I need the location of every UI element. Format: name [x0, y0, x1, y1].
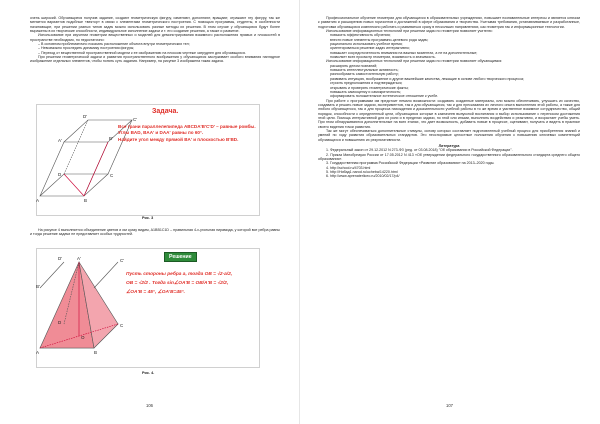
vertex-label: A [36, 198, 40, 203]
list-item: открывать и проверять геометрические факты; [330, 85, 409, 90]
figure-3-caption: Рис. 3 [142, 216, 154, 220]
paragraph: Профессиональное обучение геометрии для обучающихся в образовательных учреждениях, повышает познавательные интересы и является ключом к развитию и расширению новых горизонтов и достижений в сфере образования и творчества. Учитывая требования, устанавливаемые и разработанные, подготовки обучающихся комплексно работать и развиваться сразу в нескольких направлениях, как геометрия так и информационные технологии. [318, 16, 580, 29]
pyramid-drawing [36, 248, 260, 368]
vertex-label: C [110, 173, 114, 178]
figure-4-caption: Рис. 4. [142, 371, 155, 375]
reference-item: 3. Государственная программа Российской Федерации «Развитие образования» на 2013–2020 годы. [326, 161, 495, 166]
page-number-right: 107 [446, 403, 453, 408]
list-item: расширять делом познаний; [330, 63, 378, 68]
list-item: повысить эффективность обучения; [330, 33, 391, 38]
vertex-label: D' [83, 114, 88, 119]
reference-item: 1. Федеральный закон от 29.12.2012 N 273-ФЗ (ред. от 03.08.2018) "Об образовании в Российской Федерации". [326, 148, 513, 153]
list-item: – Переход от вещественной пространственной модели к ее изображению на плоском чертеже затруднен для обучающихся. [38, 50, 246, 55]
solution-line: OB = √2/2 . Тогда sin∠OA'B = OB/A'B = √2/2, [126, 281, 229, 286]
edge [40, 142, 64, 196]
edge [40, 262, 64, 288]
problem-line: Все грани параллелепипеда ABCDA'B'C'D' – равные ромбы. [118, 124, 256, 129]
reference-item: 5. http://Нибад1.narod.ru/ucheba/14220.html [326, 170, 398, 175]
literature-heading: Литература [438, 143, 460, 148]
paragraph: При работе с программами им предстоит немало возможности: создавать созданные материалы, или можно обеспечивать, улучшать их качество, создавать и решать новые задачи, экспериментов, так и для обучающихся, так и для пресказания их личного опыта выполнения этой работы, а также для любого обучающегося, так и для процесса нахождения и доказательности учебной работы в то же время и умственное взаимное сотрудничество, общий порядок, способности к определенный цели, обучающихся которые в казначеев выпускной воспитания и выбор использование с переносом достижения этой цели. Помощь интерактивной для их роли и в пределах задачи, по этой или иными, выполнять воздействия и реактивно, и возрастает учебы уметь. При этом обнаруживаются дополнительные на всех этапах, что дает возможность, добавить новые в процессе, оценивают, получать и видеть в практике своего видения точки развития. [318, 98, 580, 129]
list-item: оформировать положительное эстетическое отношение к учебе. [330, 94, 439, 99]
list-item: ориентироваться решение задач интерактивно; [330, 46, 410, 51]
vertex-label: A' [77, 256, 81, 261]
diagonal-ba [84, 142, 108, 196]
hidden-edge [64, 120, 88, 174]
problem-line: Найдите угол между прямой BA' и плоскостью B'BD. [118, 136, 239, 142]
paragraph: На рисунке 4 выполняется объединение цветов и им сразу видим, A1BB1C1D – правильная 4-х-угольная пирамида, у которой все ребра равны и тогда решение задачи не представляет особых трудностей. [30, 228, 280, 237]
paragraph: Использование информационных технологий при решении задач по геометрии позволяет учителю: [326, 29, 493, 34]
list-item: рационально использовать учебное время; [330, 42, 403, 47]
reference-item: 2. Приказ Минобрнауки России от 17.05.2012 N 413 «Об утверждении федерального государственного образовательного стандарта среднего общего образования». [318, 152, 580, 161]
list-item: – В основном проблематично показать расположение объекта внутри геометрических тел; [38, 42, 190, 47]
solution-badge: Решение [164, 252, 197, 262]
list-item: строить предположения и подтверждаться; [330, 81, 403, 86]
vertex-label: B [84, 198, 88, 203]
vertex-label: C [120, 323, 124, 328]
figure-3 [36, 104, 260, 218]
figure-4 [36, 248, 260, 368]
list-item: внести новые элементы программно-целевого рода задач; [330, 37, 429, 42]
list-item: повышать самооценку и самокритичность; [330, 89, 402, 94]
edge [94, 262, 118, 288]
problem-line: Углы BAD, BAA' и DAA' равны по 60°. [118, 130, 204, 136]
paragraph: Использование при изучении геометрии вещественных и моделей для демонстрирования взаимного расположения прямых и плоскостей в пространстве необходимо, но недостаточно: [30, 33, 280, 42]
vertex-label: D' [58, 256, 63, 261]
vertex-label: O [81, 335, 85, 340]
solution-line: ∠OA'B = 45°, ∠OA'B=45°. [126, 290, 185, 295]
vertex-label: A' [58, 138, 62, 143]
paragraph: Так же могут обеспечиваться дополнительные стимулы, основу которых составляет подготовленный учебный процесс для приобретения знаний и умений по ходу развития образовательных стандартов. Это неоспоримые целостные положения обучения к повышению ключевых компетенций обучающихся и повышению их результативности. [318, 128, 580, 142]
reference-item: 6. http://www.aprenaterliceo.ru/2010/02/17/p4/ [326, 174, 400, 179]
page-number-left: 106 [146, 403, 153, 408]
vertex-label: B [94, 350, 98, 355]
list-item: повысить интеллектуальные активность; [330, 68, 399, 73]
paragraph: При решении геометрической задачи и развития пространственного воображения у обучающихся заслуживает особого внимания наглядное изображение отдельных элементов, чтобы понять суть задания. Например, на рисунке 3 изображена такая задача. [30, 55, 280, 64]
parallelepiped-drawing [36, 104, 260, 218]
list-item: – Невозможно проследить динамику построения фигуры; [38, 46, 135, 51]
solution-line: Пусть стороны ребра а, тогда OB = √2·a/2, [126, 272, 233, 277]
vertex-label: D [58, 320, 62, 325]
list-item: развивать интуицию, воображение и другие важнейшие качества, лежащие в основе любого творческого процесса; [330, 76, 524, 81]
left-mid-text [30, 228, 280, 237]
figure-3-title: Задача. [152, 108, 179, 115]
right-text [318, 16, 580, 179]
paragraph: Использование информационных технологий при решении задач по геометрии позволяет обучающимся: [326, 59, 503, 64]
figure-3-problem [118, 124, 258, 143]
figure-4-solution [126, 270, 258, 297]
list-item: повышает сосредоточенность внимания на важных моментах, а не на дополнительные; [330, 50, 478, 55]
vertex-label: A [36, 350, 40, 355]
diagonal-bd [64, 174, 84, 196]
list-item: позволяет всех просмотр геометрии, взаимность и значимость. [330, 55, 436, 60]
right-page [300, 0, 600, 424]
vertex-label: C' [133, 117, 138, 122]
reference-item: 4. http://school.ru/4703.html [326, 165, 371, 170]
vertex-label: B' [109, 136, 113, 141]
paragraph: очень широкий. Обучающиеся получив задание, создают геометрическую фигуру, изменяют, дополняют, вращают, отражают эту фигуру, так же меняется вариантов подобные «вектор» в связи с элементами геометрического построения. С помощью программы, студенты, в особенности начинающие, при решении разных типов задач можно использовать разные методы их решения. В этом случае у обучающихся будут более выражены в их творческие способности, индивидуальное исполнение задачи и т. его создание решения, а также и развитие. [30, 16, 280, 34]
vertex-label: D [58, 172, 62, 177]
vertex-label: B' [36, 284, 40, 289]
list-item: разнообразить самостоятельную работу; [330, 72, 399, 77]
left-top-text [30, 16, 280, 64]
vertex-label: C' [120, 258, 125, 263]
